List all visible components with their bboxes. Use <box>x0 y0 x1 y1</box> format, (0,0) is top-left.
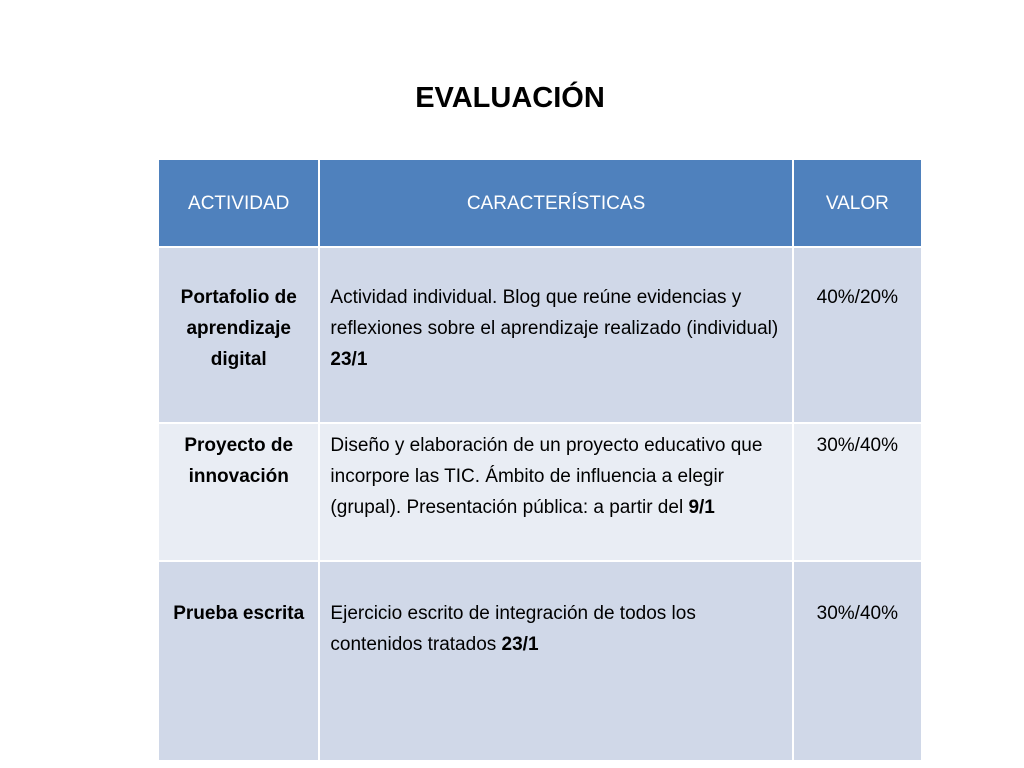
features-text: Diseño y elaboración de un proyecto educativo que incorpore las TIC. Ámbito de influencia a elegir (grupal). Presentación pública: a partir del <box>330 435 763 518</box>
header-activity: ACTIVIDAD <box>158 159 319 247</box>
features-date: 9/1 <box>688 497 715 518</box>
header-value: VALOR <box>793 159 922 247</box>
features-date: 23/1 <box>330 349 368 370</box>
features-cell <box>319 561 792 761</box>
features-cell <box>319 247 792 423</box>
evaluation-table <box>157 158 923 762</box>
table-row <box>158 561 922 761</box>
features-date: 23/1 <box>501 634 539 655</box>
features-cell <box>319 423 792 561</box>
table-header-row <box>158 159 922 247</box>
activity-cell: Proyecto de innovación <box>158 423 319 561</box>
features-text: Actividad individual. Blog que reúne evidencias y reflexiones sobre el aprendizaje realizado (individual) <box>330 287 779 339</box>
value-cell: 40%/20% <box>793 247 922 423</box>
activity-cell: Portafolio de aprendizaje digital <box>158 247 319 423</box>
value-cell: 30%/40% <box>793 423 922 561</box>
activity-cell: Prueba escrita <box>158 561 319 761</box>
features-text: Ejercicio escrito de integración de todos los contenidos tratados <box>330 603 696 655</box>
slide-title: EVALUACIÓN <box>415 82 605 114</box>
value-cell: 30%/40% <box>793 561 922 761</box>
table-row <box>158 423 922 561</box>
table-row <box>158 247 922 423</box>
header-features: CARACTERÍSTICAS <box>319 159 792 247</box>
